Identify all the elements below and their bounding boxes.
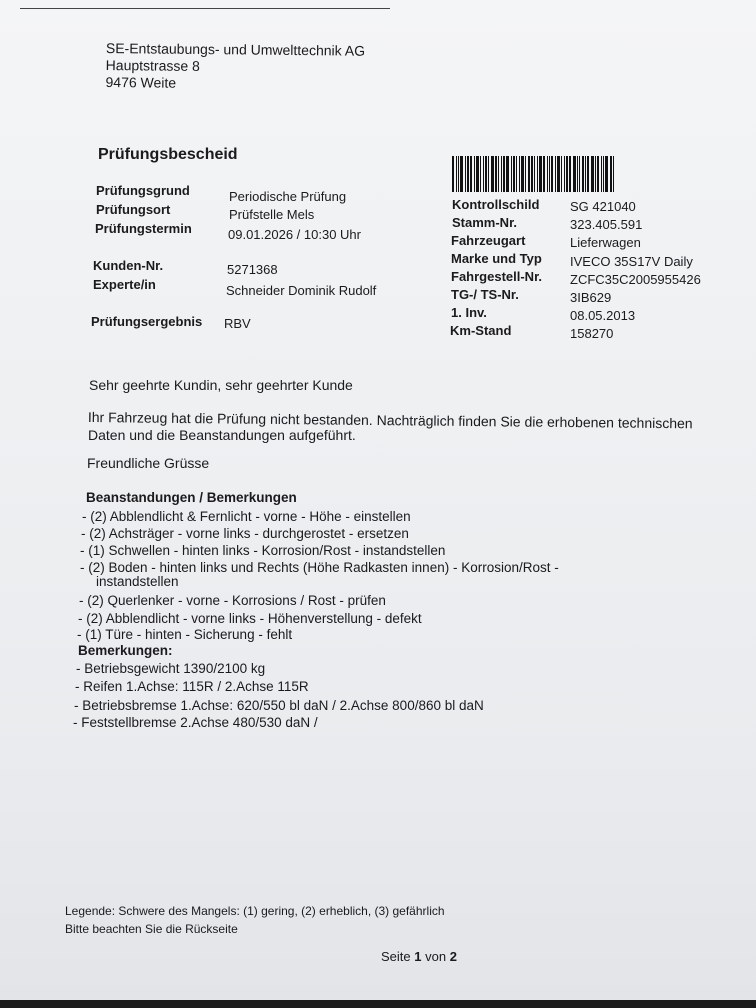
barcode-bar (569, 156, 571, 192)
barcode-bar (534, 156, 535, 192)
barcode-bar (551, 156, 553, 192)
field-label: Prüfungstermin (95, 221, 192, 236)
complaints-heading: Beanstandungen / Bemerkungen (86, 490, 297, 505)
barcode-bar (458, 156, 459, 192)
field-label: Prüfungsgrund (96, 183, 190, 198)
address-street: Hauptstrasse 8 (105, 56, 200, 74)
barcode-bar (456, 156, 457, 192)
field-label: Fahrzeugart (451, 233, 526, 248)
field-label: Kunden-Nr. (93, 258, 164, 273)
barcode-bar (591, 156, 594, 192)
barcode-bar (549, 156, 550, 192)
barcode-bar (503, 156, 505, 192)
field-value: Prüfstelle Mels (229, 207, 315, 222)
field-value: 08.05.2013 (570, 308, 636, 323)
field-value: ZCFC35C2005955426 (570, 272, 701, 287)
recipient-address (105, 40, 365, 94)
barcode-bar (561, 156, 562, 192)
complaint-item: - (2) Abblendlicht - vorne links - Höhenverstellung - defekt (78, 611, 422, 626)
barcode-bar (480, 156, 481, 192)
barcode-bar (452, 156, 454, 192)
letter-text-line: Ihr Fahrzeug hat die Prüfung nicht bestanden. Nachträglich finden Sie die erhobenen technischen (87, 409, 693, 432)
page-indicator (381, 949, 457, 964)
barcode-bar (460, 156, 463, 192)
barcode-bar (498, 156, 499, 192)
page-total: 2 (449, 949, 457, 964)
barcode-bar (474, 156, 475, 192)
field-label: TG-/ TS-Nr. (451, 287, 519, 302)
field-value: 09.01.2026 / 10:30 Uhr (228, 227, 361, 242)
field-label: Kontrollschild (452, 197, 540, 212)
page-prefix: Seite (381, 949, 411, 964)
remark-item: - Betriebsbremse 1.Achse: 620/550 bl daN / 2.Achse 800/860 bl daN (74, 698, 484, 713)
complaint-item: - (2) Boden - hinten links und Rechts (Höhe Radkasten innen) - Korrosion/Rost - (80, 560, 559, 575)
barcode-bar (601, 156, 602, 192)
barcode-bar (467, 156, 469, 192)
closing: Freundliche Grüsse (87, 455, 210, 471)
page-middle: von (425, 949, 447, 964)
barcode-bar (603, 156, 604, 192)
top-rule (20, 0, 390, 9)
barcode-bar (488, 156, 489, 192)
barcode (452, 156, 666, 192)
field-label: Prüfungsort (96, 202, 171, 217)
field-value: RBV (224, 316, 251, 331)
field-value: Lieferwagen (570, 235, 641, 250)
barcode-bar (587, 156, 589, 192)
field-value: 158270 (570, 326, 614, 341)
barcode-bar (564, 156, 565, 192)
field-value: IVECO 35S17V Daily (570, 254, 693, 269)
barcode-bar (613, 156, 614, 192)
complaint-item: - (2) Abblendlicht & Fernlicht - vorne - Höhe - einstellen (82, 509, 411, 524)
field-label: 1. Inv. (451, 305, 487, 320)
address-city: 9476 Weite (105, 73, 177, 91)
page-current: 1 (414, 949, 422, 964)
barcode-bar (582, 156, 584, 192)
barcode-bar (566, 156, 568, 192)
barcode-bar (537, 156, 538, 192)
barcode-bar (610, 156, 612, 192)
complaint-item: - (1) Schwellen - hinten links - Korrosion/Rost - instandstellen (80, 543, 446, 558)
barcode-bar (476, 156, 479, 192)
barcode-bar (605, 156, 608, 192)
field-label: Fahrgestell-Nr. (451, 269, 543, 284)
complaint-item: - (1) Türe - hinten - Sicherung - fehlt (77, 627, 293, 642)
barcode-bar (539, 156, 542, 192)
barcode-bar (543, 156, 545, 192)
complaint-item-continued: instandstellen (96, 574, 179, 589)
barcode-bar (519, 156, 520, 192)
barcode-bar (525, 156, 526, 192)
field-label: Prüfungsergebnis (91, 314, 203, 329)
field-value: 5271368 (227, 262, 278, 277)
barcode-bar (513, 156, 515, 192)
field-value: Periodische Prüfung (229, 189, 347, 204)
barcode-bar (579, 156, 580, 192)
backside-note: Bitte beachten Sie die Rückseite (65, 922, 238, 936)
remarks-heading: Bemerkungen: (78, 643, 173, 658)
field-value: SG 421040 (570, 199, 636, 214)
bottom-edge (0, 1000, 756, 1008)
barcode-bar (516, 156, 517, 192)
barcode-bar (573, 156, 576, 192)
field-label: Experte/in (93, 277, 156, 292)
barcode-bar (495, 156, 497, 192)
address-company: SE-Entstaubungs- und Umwelttechnik AG (105, 40, 366, 59)
field-value: 3IB629 (570, 290, 612, 305)
field-value: Schneider Dominik Rudolf (226, 283, 377, 298)
remark-item: - Betriebsgewicht 1390/2100 kg (76, 661, 266, 676)
barcode-bar (577, 156, 578, 192)
barcode-bar (528, 156, 530, 192)
remark-item: - Reifen 1.Achse: 115R / 2.Achse 115R (75, 679, 309, 694)
field-value: 323.405.591 (570, 217, 643, 232)
letter-text-line: Daten und die Beanstandungen aufgeführt. (88, 427, 356, 443)
field-label: Marke und Typ (451, 251, 542, 266)
field-label: Km-Stand (450, 323, 512, 338)
salutation: Sehr geehrte Kundin, sehr geehrter Kunde (89, 377, 353, 393)
complaint-item: - (2) Achsträger - vorne links - durchgerostet - ersetzen (81, 526, 409, 541)
remark-item: - Feststellbremse 2.Achse 480/530 daN / (73, 715, 318, 730)
barcode-bar (470, 156, 472, 192)
barcode-bar (483, 156, 484, 192)
barcode-bar (555, 156, 556, 192)
barcode-bar (506, 156, 509, 192)
barcode-bar (465, 156, 466, 192)
barcode-bar (491, 156, 494, 192)
barcode-bar (521, 156, 524, 192)
barcode-bar (511, 156, 512, 192)
document-title: Prüfungsbescheid (98, 146, 238, 163)
barcode-bar (557, 156, 560, 192)
legend: Legende: Schwere des Mangels: (1) gering, (2) erheblich, (3) gefährlich (65, 904, 445, 918)
complaint-item: - (2) Querlenker - vorne - Korrosions / Rost - prüfen (79, 593, 386, 608)
barcode-bar (485, 156, 487, 192)
barcode-bar (547, 156, 548, 192)
barcode-bar (595, 156, 596, 192)
barcode-bar (597, 156, 599, 192)
barcode-bar (585, 156, 586, 192)
barcode-bar (501, 156, 502, 192)
barcode-bar (531, 156, 533, 192)
field-label: Stamm-Nr. (452, 215, 518, 230)
